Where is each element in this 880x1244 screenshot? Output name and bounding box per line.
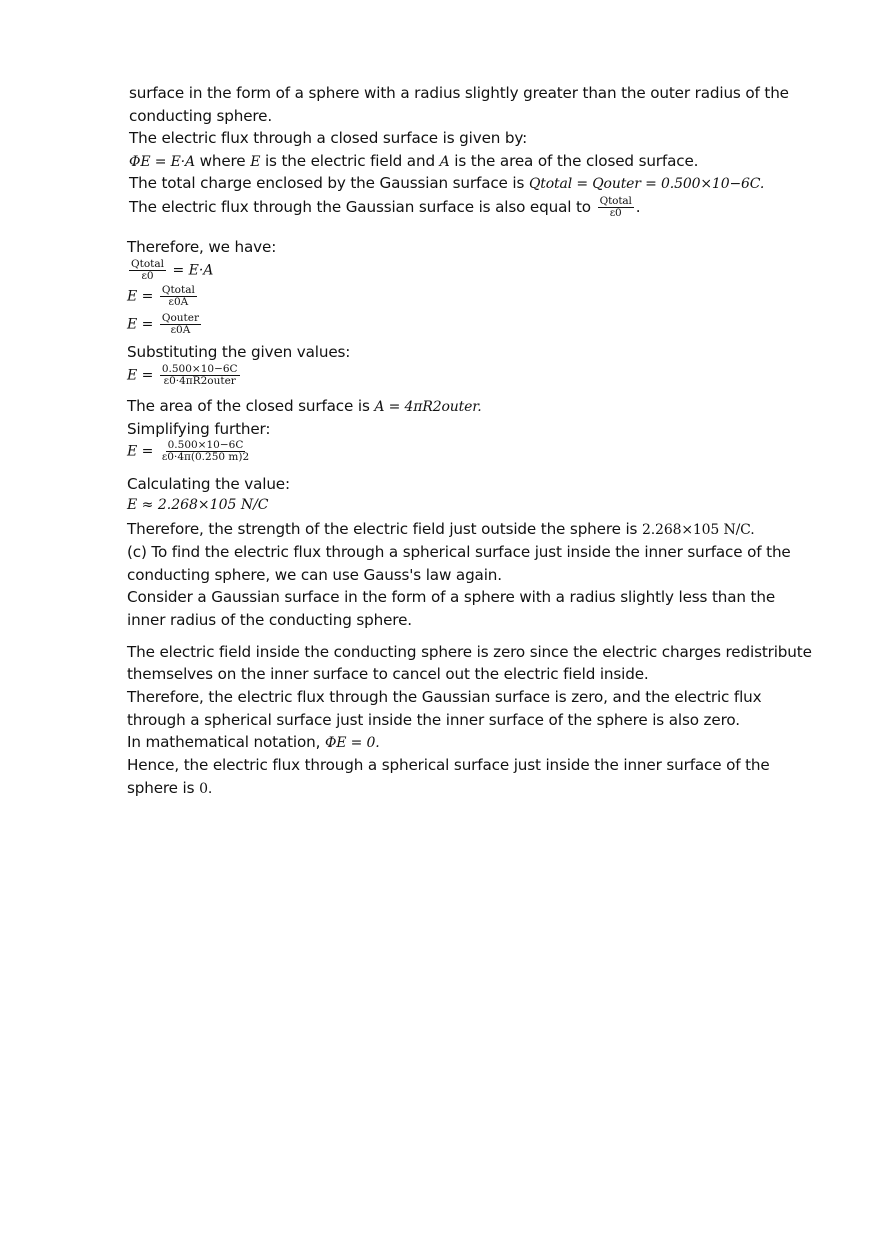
conclusion-line: Therefore, the strength of the electric field just outside the sphere is 2.268×105 N/C. [127,520,755,538]
equation-3: E = $\frac{\text{Qouter}}{\varepsilon 0A}$ [127,312,200,336]
text-line: conducting sphere. [129,107,273,125]
text-line: themselves on the inner surface to cancel out the electric field inside. [127,665,649,683]
equation-2: E = $\frac{\text{Qtotal}}{\varepsilon 0A}$ [127,284,195,308]
area-line: The area of the closed surface is A = 4πR2outer. [127,397,482,415]
total-charge-line: The total charge enclosed by the Gaussian surface is Qtotal = Qouter = 0.500×10−6C. [129,174,765,192]
flux-zero-formula: ΦE = 0. [324,735,380,751]
text-line: Consider a Gaussian surface in the form of a sphere with a radius slightly less than the [127,588,776,606]
notation-line: In mathematical notation, ΦE = 0. [127,733,380,751]
total-charge-formula: Qtotal = Qouter = 0.500×10−6C. [528,176,765,192]
field-value: 2.268×105 N/C. [642,522,755,538]
text-line: Simplifying further: [127,420,271,438]
text-line: Therefore, we have: [127,238,277,256]
text-line: The electric field inside the conducting sphere is zero since the electric charges redistribute [127,643,812,661]
text-line: The electric flux through a closed surface is given by: [129,129,528,147]
text-line: Hence, the electric flux through a spherical surface just inside the inner surface of the [127,756,770,774]
text-line: conducting sphere, we can use Gauss's law again. [127,566,502,584]
text-line: Substituting the given values: [127,343,351,361]
fraction: $\frac{\text{Qtotal}}{\varepsilon 0}$ [599,195,632,219]
text-line: Calculating the value: [127,475,290,493]
text-line: surface in the form of a sphere with a radius slightly greater than the outer radius of the [129,84,789,102]
area-formula: A = 4πR2outer. [374,399,482,415]
text-line: Therefore, the electric flux through the Gaussian surface is zero, and the electric flux [127,688,762,706]
flux-definition-line: ΦE = E·A where E is the electric field and A is the area of the closed surface. [129,152,699,170]
equation-5: E = $\frac{0.500\times 10-6C}{\varepsilon 0\cdot 4\pi(0.250 m)2}$ [127,439,250,463]
flux-formula: ΦE = E·A [129,154,195,170]
text-line: inner radius of the conducting sphere. [127,611,412,629]
text-line: (c) To find the electric flux through a spherical surface just inside the inner surface of the [127,543,791,561]
equation-1: $\frac{\text{Qtotal}}{\varepsilon 0}$ = E·A [131,258,214,282]
text-line: through a spherical surface just inside the inner surface of the sphere is also zero. [127,711,740,729]
final-line: sphere is 0. [127,779,213,797]
flux-equal-line: The electric flux through the Gaussian surface is also equal to $\frac{\text{Qtotal}}{\varepsilon 0}$ . [129,195,641,219]
flux-value: 0. [199,781,213,797]
equation-4: E = $\frac{0.500\times 10-6C}{\text{ε0·4πR2outer}}$ [127,363,238,387]
result-equation: E ≈ 2.268×105 N/C [127,497,269,513]
